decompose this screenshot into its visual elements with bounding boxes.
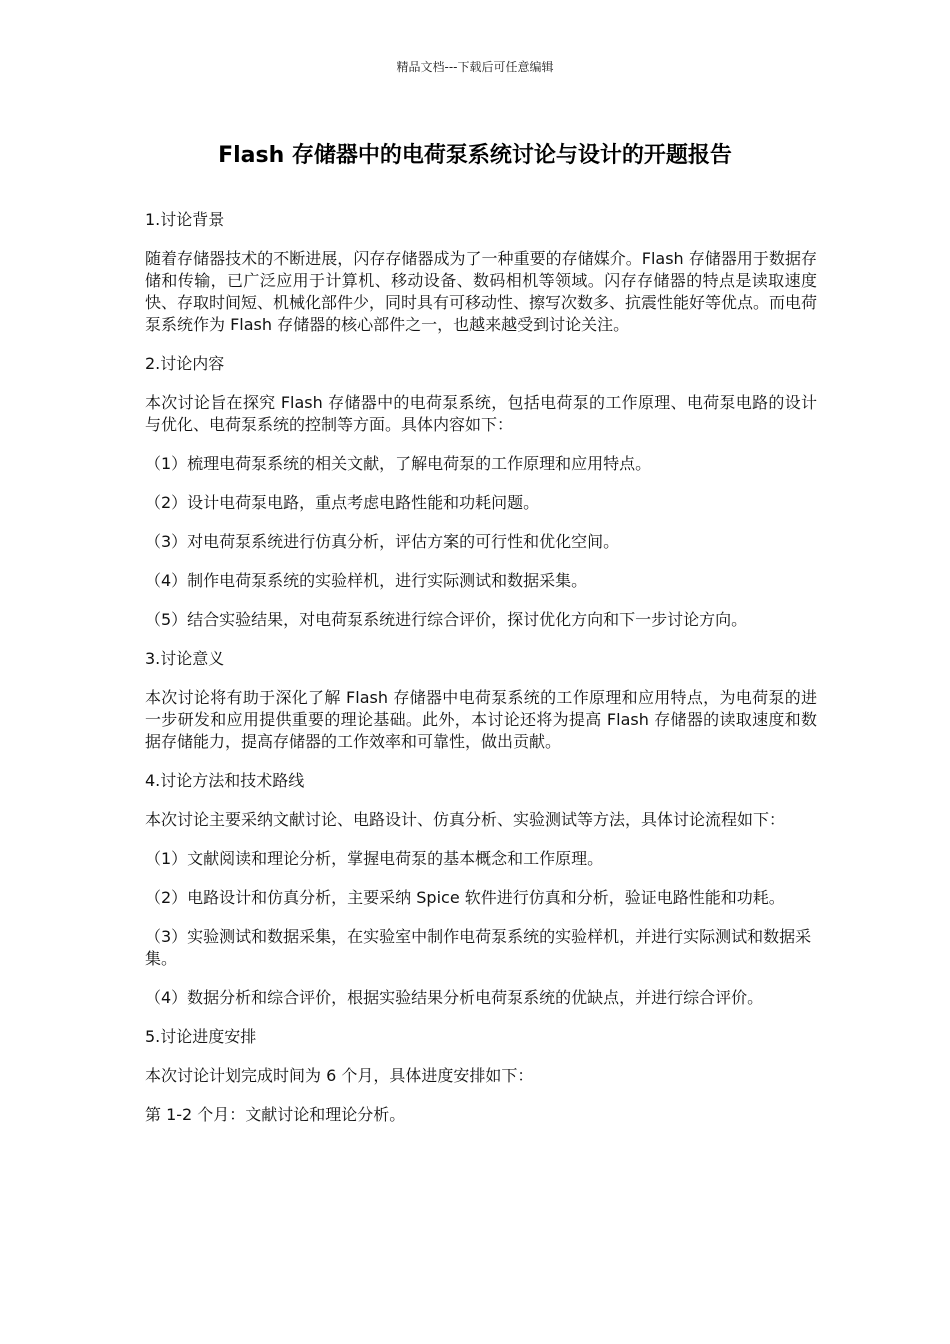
list-item: （4）制作电荷泵系统的实验样机，进行实际测试和数据采集。 — [145, 571, 588, 590]
list-item: （4）数据分析和综合评价，根据实验结果分析电荷泵系统的优缺点，并进行综合评价。 — [145, 988, 764, 1007]
paragraph-background: 随着存储器技术的不断进展，闪存存储器成为了一种重要的存储媒介。Flash 存储器用于数据存储和传输，已广泛应用于计算机、移动设备、数码相机等领域。闪存存储器的特点是读取速度快、存取时间短、机械化部件少，同时具有可移动性、擦写次数多、抗震性能好等优点。而电荷泵系统作为 Flash 存储器的核心部件之一，也越来越受到讨论关注。 — [145, 249, 818, 334]
document-body — [145, 209, 817, 1143]
paragraph-significance: 本次讨论将有助于深化了解 Flash 存储器中电荷泵系统的工作原理和应用特点，为电荷泵的进一步研发和应用提供重要的理论基础。此外，本讨论还将为提高 Flash 存储器的读取速度和数据存储能力，提高存储器的工作效率和可靠性，做出贡献。 — [145, 688, 817, 751]
section-heading-schedule: 5.讨论进度安排 — [145, 1027, 257, 1046]
list-item: （1）梳理电荷泵系统的相关文献，了解电荷泵的工作原理和应用特点。 — [145, 454, 652, 473]
list-item: （3）对电荷泵系统进行仿真分析，评估方案的可行性和优化空间。 — [145, 532, 620, 551]
section-heading-significance: 3.讨论意义 — [145, 649, 225, 668]
list-item: （3）实验测试和数据采集，在实验室中制作电荷泵系统的实验样机，并进行实际测试和数据采集。 — [145, 927, 812, 968]
paragraph-methods-intro: 本次讨论主要采纳文献讨论、电路设计、仿真分析、实验测试等方法，具体讨论流程如下： — [145, 810, 786, 829]
paragraph-schedule-intro: 本次讨论计划完成时间为 6 个月，具体进度安排如下： — [145, 1066, 534, 1085]
list-item: （2）设计电荷泵电路，重点考虑电路性能和功耗问题。 — [145, 493, 540, 512]
list-item: （5）结合实验结果，对电荷泵系统进行综合评价，探讨优化方向和下一步讨论方向。 — [145, 610, 748, 629]
header-note: 精品文档---下载后可任意编辑 — [396, 60, 554, 74]
document-title: Flash 存储器中的电荷泵系统讨论与设计的开题报告 — [218, 143, 732, 168]
section-heading-background: 1.讨论背景 — [145, 210, 225, 229]
list-item: （1）文献阅读和理论分析，掌握电荷泵的基本概念和工作原理。 — [145, 849, 604, 868]
list-item: 第 1-2 个月：文献讨论和理论分析。 — [145, 1105, 406, 1124]
section-heading-content: 2.讨论内容 — [145, 354, 225, 373]
paragraph-content-intro: 本次讨论旨在探究 Flash 存储器中的电荷泵系统，包括电荷泵的工作原理、电荷泵电路的设计与优化、电荷泵系统的控制等方面。具体内容如下： — [145, 393, 817, 434]
section-heading-methods: 4.讨论方法和技术路线 — [145, 771, 305, 790]
list-item: （2）电路设计和仿真分析，主要采纳 Spice 软件进行仿真和分析，验证电路性能和功耗。 — [145, 888, 785, 907]
